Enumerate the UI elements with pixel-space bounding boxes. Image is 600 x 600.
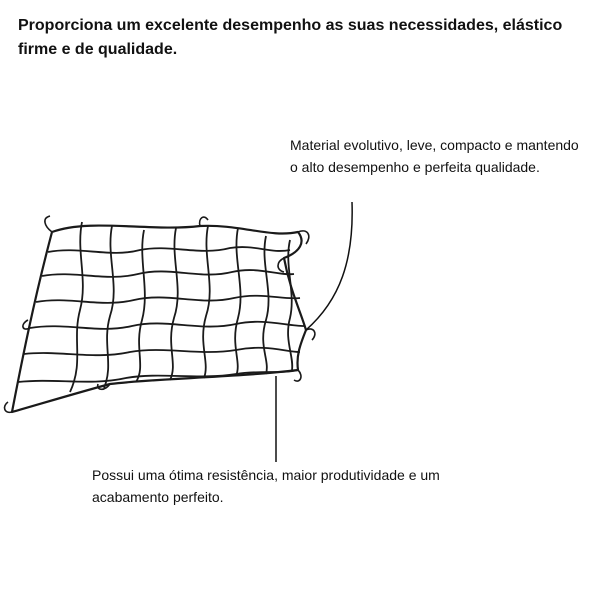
net-horizontal-strands: [18, 247, 304, 382]
leader-line-material: [306, 202, 352, 330]
callout-resistance-text: Possui uma ótima resistência, maior produtividade e um acabamento perfeito.: [92, 467, 440, 505]
callout-material-text: Material evolutivo, leve, compacto e mantendo o alto desempenho e perfeita qualidade.: [290, 137, 579, 175]
net-outline: [12, 226, 306, 412]
net-hooks: [5, 216, 315, 412]
headline-text: Proporciona um excelente desempenho as suas necessidades, elástico firme e de qualidade.: [18, 17, 563, 58]
net-vertical-strands: [70, 222, 292, 392]
